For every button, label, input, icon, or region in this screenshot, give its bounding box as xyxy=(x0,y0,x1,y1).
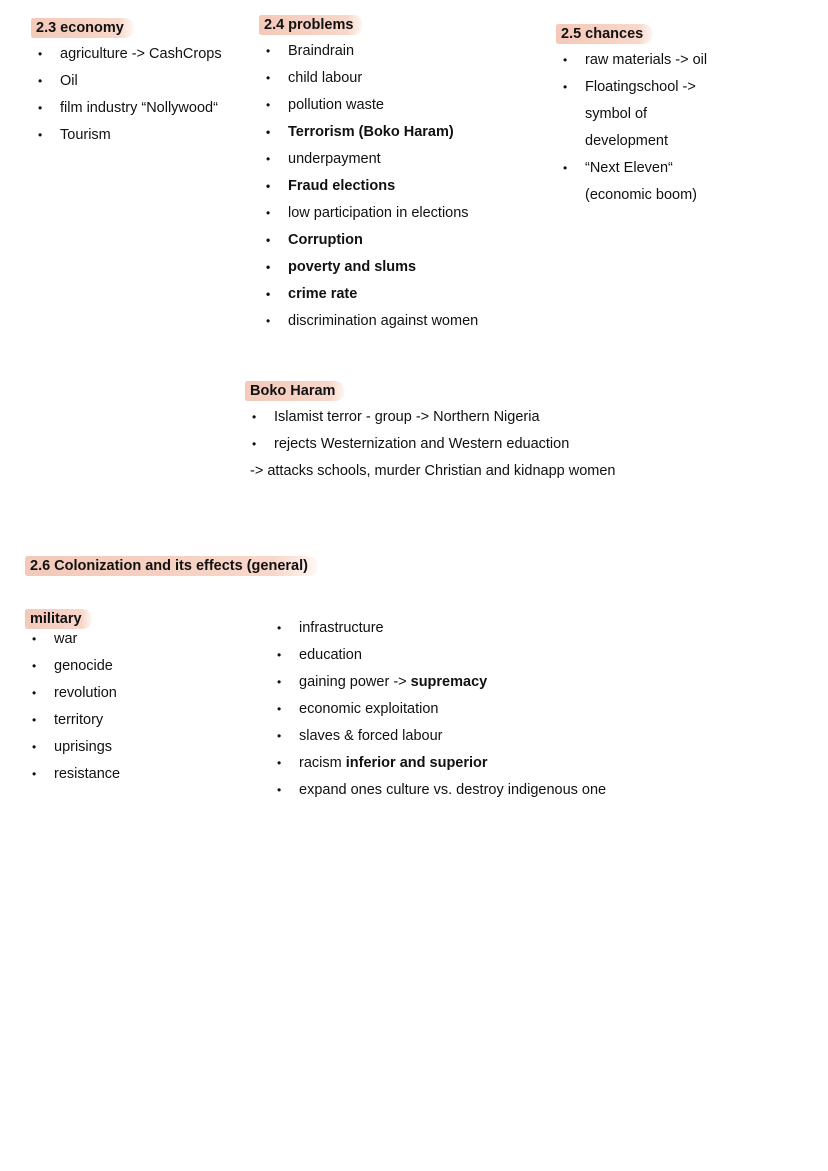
list-item: • genocide xyxy=(30,653,230,680)
military-section xyxy=(30,609,230,788)
boko-haram-heading: Boko Haram xyxy=(245,381,345,401)
list-item xyxy=(275,750,675,777)
list-item: • Islamist terror - group -> Northern Nigeria xyxy=(250,404,670,431)
colonization-heading: 2.6 Colonization and its effects (general) xyxy=(25,556,318,576)
list-item: • discrimination against women xyxy=(264,308,554,335)
effect-text: expand ones culture vs. destroy indigenous one xyxy=(299,782,607,798)
effect-text: racism xyxy=(299,755,346,771)
list-item: • territory xyxy=(30,707,230,734)
economy-heading: 2.3 economy xyxy=(31,18,134,38)
boko-haram-list xyxy=(250,404,670,458)
list-item: • rejects Westernization and Western eduaction xyxy=(250,431,670,458)
list-item: • war xyxy=(30,626,230,653)
effect-bold-text: supremacy xyxy=(410,674,488,690)
list-item: • agriculture -> CashCrops xyxy=(36,41,246,68)
list-item: • Corruption xyxy=(264,227,554,254)
list-item xyxy=(275,723,675,750)
problems-list xyxy=(264,38,554,335)
military-list xyxy=(30,626,230,788)
list-item xyxy=(275,696,675,723)
effect-text: economic exploitation xyxy=(299,701,439,717)
list-item: • child labour xyxy=(264,65,554,92)
colonization-effects-section xyxy=(275,615,675,804)
list-item: • Tourism xyxy=(36,122,246,149)
list-item: • resistance xyxy=(30,761,230,788)
list-item: • Terrorism (Boko Haram) xyxy=(264,119,554,146)
list-item xyxy=(275,642,675,669)
effect-text: education xyxy=(299,647,362,663)
list-item: • raw materials -> oil xyxy=(561,47,721,74)
list-item: • film industry “Nollywood“ xyxy=(36,95,246,122)
list-item: • revolution xyxy=(30,680,230,707)
chances-list xyxy=(561,47,721,209)
effect-bold-text: inferior and superior xyxy=(345,755,488,771)
chances-section xyxy=(561,24,721,209)
list-item: • Fraud elections xyxy=(264,173,554,200)
list-item: • Oil xyxy=(36,68,246,95)
list-item xyxy=(275,615,675,642)
list-item xyxy=(275,669,675,696)
effect-text: infrastructure xyxy=(299,620,384,636)
list-item: • uprisings xyxy=(30,734,230,761)
boko-haram-note: -> attacks schools, murder Christian and kidnapp women xyxy=(250,463,616,479)
economy-list xyxy=(36,41,246,149)
effect-text: slaves & forced labour xyxy=(299,728,443,744)
problems-section xyxy=(264,15,554,335)
chances-heading: 2.5 chances xyxy=(556,24,653,44)
economy-section xyxy=(36,18,246,149)
military-heading: military xyxy=(25,609,92,629)
colonization-effects-list xyxy=(275,615,675,804)
boko-haram-section xyxy=(250,381,670,485)
list-item xyxy=(275,777,675,804)
list-item: • pollution waste xyxy=(264,92,554,119)
colonization-section xyxy=(30,556,318,576)
effect-text: gaining power -> xyxy=(299,674,411,690)
list-item: • underpayment xyxy=(264,146,554,173)
list-item: • crime rate xyxy=(264,281,554,308)
list-item: • Braindrain xyxy=(264,38,554,65)
list-item: • low participation in elections xyxy=(264,200,554,227)
list-item: • Floatingschool -> symbol of development xyxy=(561,74,721,155)
list-item: • “Next Eleven“ (economic boom) xyxy=(561,155,721,209)
problems-heading: 2.4 problems xyxy=(259,15,363,35)
list-item: • poverty and slums xyxy=(264,254,554,281)
